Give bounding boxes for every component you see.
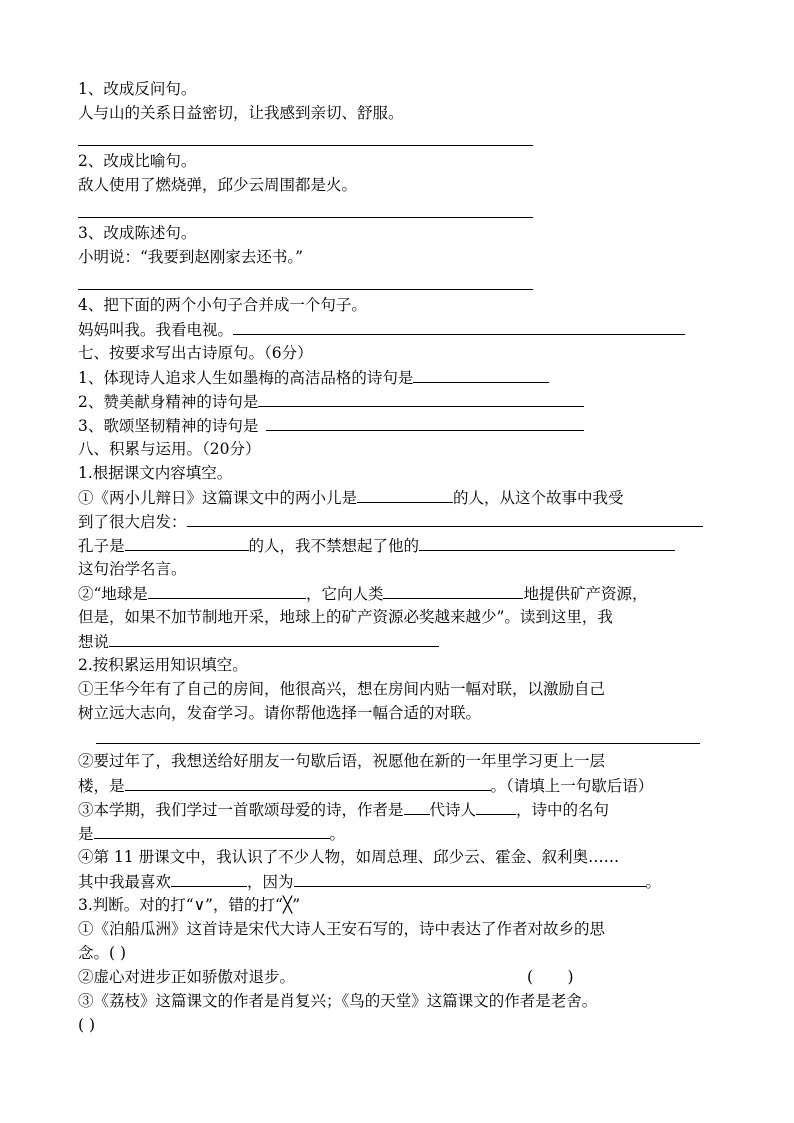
- judge-q3-answer[interactable]: ( ): [78, 1016, 96, 1034]
- fill-q1-text-e: 的人，我不禁想起了他的: [248, 537, 420, 555]
- fill-q4-blank[interactable]: [125, 774, 491, 791]
- fill-q5-blank-a[interactable]: [404, 798, 430, 815]
- fill-q5-line1: [78, 798, 609, 821]
- fill-q5-line2: [78, 822, 345, 845]
- fill-q5-text-b: 代诗人: [429, 801, 477, 819]
- fill-q6-text-c: 。: [645, 873, 662, 891]
- fill-q2-text-b: ，它向人类: [305, 585, 384, 603]
- fill-q3-line2: 树立远大志向，发奋学习。请你帮他选择一幅合适的对联。: [78, 704, 482, 722]
- fill-q2-blank-a[interactable]: [148, 582, 306, 599]
- q1-heading: 1、改成反问句。: [78, 80, 197, 98]
- fill-q5-text-c: ，诗中的名句: [516, 801, 610, 819]
- fill-q4-text-b: 。（请填上一句歇后语）: [490, 777, 654, 795]
- q2-answer-line[interactable]: [78, 217, 533, 218]
- section-seven-title: 七、按要求写出古诗原句。（6分）: [78, 344, 313, 362]
- part2-heading: 2.按积累运用知识填空。: [78, 656, 248, 674]
- fill-q2-text-a: ②“地球是: [78, 585, 148, 603]
- fill-q4-line1: ②要过年了，我想送给好朋友一句歇后语，祝愿他在新的一年里学习更上一层: [78, 752, 606, 770]
- fill-q2-line2: 但是，如果不加节制地开采，地球上的矿产资源必奖越来越少”。读到这里，我: [78, 608, 613, 626]
- judge-q2-text: ②虚心对进步正如骄傲对退步。: [78, 968, 296, 986]
- fill-q4-text-a: 楼，是: [78, 777, 125, 795]
- fill-q5-blank-c[interactable]: [94, 822, 330, 839]
- q4-blank[interactable]: [233, 318, 685, 335]
- q3-sentence: 小明说：“我要到赵刚家去还书。”: [78, 248, 304, 266]
- poem-q2: [78, 390, 584, 413]
- poem-q1: [78, 366, 549, 389]
- fill-q6-line2: [78, 870, 661, 893]
- poem-q3-blank[interactable]: [266, 414, 584, 431]
- fill-q6-blank-a[interactable]: [171, 870, 247, 887]
- fill-q2-text-d: 想说: [78, 633, 110, 651]
- poem-q2-text: 2、赞美献身精神的诗句是: [78, 393, 259, 411]
- fill-q1-text-b: 的人，从这个故事中我受: [453, 489, 624, 507]
- q3-heading: 3、改成陈述句。: [78, 224, 197, 242]
- q4-heading: 4、把下面的两个小句子合并成一个句子。: [78, 296, 367, 314]
- section-eight-title: 八、积累与运用。（20分）: [78, 440, 261, 458]
- fill-q4-line2: [78, 774, 653, 797]
- fill-q5-text-a: ③本学期，我们学过一首歌颂母爱的诗，作者是: [78, 801, 404, 819]
- fill-q2-blank-c[interactable]: [109, 630, 439, 647]
- poem-q1-text: 1、体现诗人追求人生如墨梅的高洁品格的诗句是: [78, 369, 414, 387]
- poem-q3: [78, 414, 584, 437]
- q4-sentence: [78, 318, 685, 341]
- fill-q1-text-d: 孔子是: [78, 537, 125, 555]
- fill-q1-blank-c[interactable]: [125, 534, 249, 551]
- fill-q5-text-e: 。: [329, 825, 346, 843]
- fill-q3-line1: ①王华今年有了自己的房间，他很高兴，想在房间内贴一幅对联，以激励自己: [78, 680, 606, 698]
- fill-q1-blank-b[interactable]: [187, 510, 703, 527]
- poem-q2-blank[interactable]: [258, 390, 584, 407]
- part3-heading: 3.判断。对的打“∨”，错的打“╳”: [78, 896, 301, 914]
- fill-q6-text-b: ，因为: [247, 873, 294, 891]
- fill-q1-line3: [78, 534, 675, 557]
- fill-q2-line3: [78, 630, 439, 653]
- q4-text: 妈妈叫我。我看电视。: [78, 321, 234, 339]
- q1-answer-line[interactable]: [78, 145, 533, 146]
- q3-answer-line[interactable]: [78, 289, 533, 290]
- fill-q1-line2: [78, 510, 703, 533]
- fill-q2-text-c: 地提供矿产资源，: [523, 585, 648, 603]
- q1-sentence: 人与山的关系日益密切，让我感到亲切、舒服。: [78, 104, 404, 122]
- fill-q6-blank-b[interactable]: [294, 870, 646, 887]
- fill-q5-blank-b[interactable]: [476, 798, 516, 815]
- fill-q5-text-d: 是: [78, 825, 94, 843]
- fill-q1-line1: [78, 486, 624, 509]
- fill-q2-line1: [78, 582, 647, 605]
- fill-q6-text-a: 其中我最喜欢: [78, 873, 172, 891]
- judge-q2: [78, 966, 574, 988]
- fill-q1-blank-d[interactable]: [419, 534, 675, 551]
- poem-q3-text: 3、歌颂坚韧精神的诗句是: [78, 417, 259, 435]
- fill-q1-text-c: 到了很大启发：: [78, 513, 187, 531]
- q2-sentence: 敌人使用了燃烧弹，邱少云周围都是火。: [78, 176, 358, 194]
- fill-q1-blank-a[interactable]: [357, 486, 453, 503]
- judge-q2-answer[interactable]: ( ): [527, 968, 574, 986]
- couplet-answer-line[interactable]: [96, 743, 700, 744]
- judge-q1-line1: ①《泊船瓜洲》这首诗是宋代大诗人王安石写的，诗中表达了作者对故乡的思: [78, 920, 606, 938]
- poem-q1-blank[interactable]: [413, 366, 549, 383]
- q2-heading: 2、改成比喻句。: [78, 152, 197, 170]
- fill-q2-blank-b[interactable]: [383, 582, 523, 599]
- judge-q3-line1: ③《荔枝》这篇课文的作者是肖复兴；《鸟的天堂》这篇课文的作者是老舍。: [78, 992, 598, 1010]
- fill-q6-line1: ④第 11 册课文中，我认识了不少人物，如周总理、邱少云、霍金、叙利奥……: [78, 848, 620, 866]
- part1-heading: 1.根据课文内容填空。: [78, 464, 233, 482]
- judge-q1-line2[interactable]: 念。( ): [78, 944, 127, 962]
- fill-q1-text-a: ①《两小儿辩日》这篇课文中的两小儿是: [78, 489, 358, 507]
- fill-q1-line4: 这句治学名言。: [78, 560, 187, 578]
